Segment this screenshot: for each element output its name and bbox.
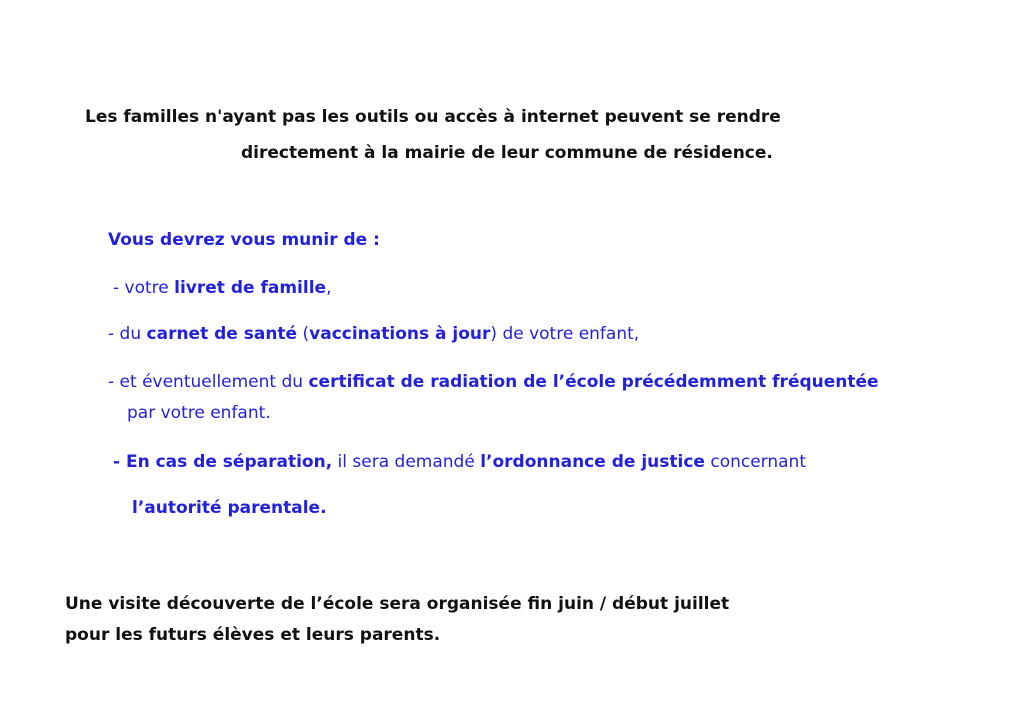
item-suffix: ) de votre enfant, <box>490 324 640 344</box>
item-suffix: , <box>326 278 332 298</box>
requirement-item-separation <box>113 451 806 473</box>
item-bold: livret de famille <box>174 278 327 298</box>
requirements-heading: Vous devrez vous munir de : <box>108 230 380 250</box>
requirement-item-livret <box>113 277 331 299</box>
item-prefix: - et éventuellement du <box>108 372 309 392</box>
item-suffix: concernant <box>704 452 806 472</box>
intro-line-1: Les familles n'ayant pas les outils ou accès à internet peuvent se rendre <box>85 107 781 127</box>
item-bold-2: l’ordonnance de justice <box>480 452 705 472</box>
item-mid: il sera demandé <box>332 452 481 472</box>
requirement-item-carnet <box>108 323 639 345</box>
item-bold: certificat de radiation de l’école précédemment fréquentée <box>308 372 879 392</box>
intro-line-2: directement à la mairie de leur commune de résidence. <box>241 143 773 163</box>
item-bold-1: - En cas de séparation, <box>113 452 333 472</box>
visit-line-1: Une visite découverte de l’école sera organisée fin juin / début juillet <box>65 594 730 614</box>
requirement-item-certificat <box>108 371 879 393</box>
item-mid: ( <box>297 324 310 344</box>
visit-line-2: pour les futurs élèves et leurs parents. <box>65 625 441 645</box>
requirement-item-separation-line-2: l’autorité parentale. <box>132 498 327 518</box>
item-prefix: - du <box>108 324 147 344</box>
item-bold-2: vaccinations à jour <box>309 324 491 344</box>
item-bold-1: carnet de santé <box>146 324 298 344</box>
requirement-item-certificat-line-2: par votre enfant. <box>127 403 271 423</box>
item-prefix: - votre <box>113 278 175 298</box>
